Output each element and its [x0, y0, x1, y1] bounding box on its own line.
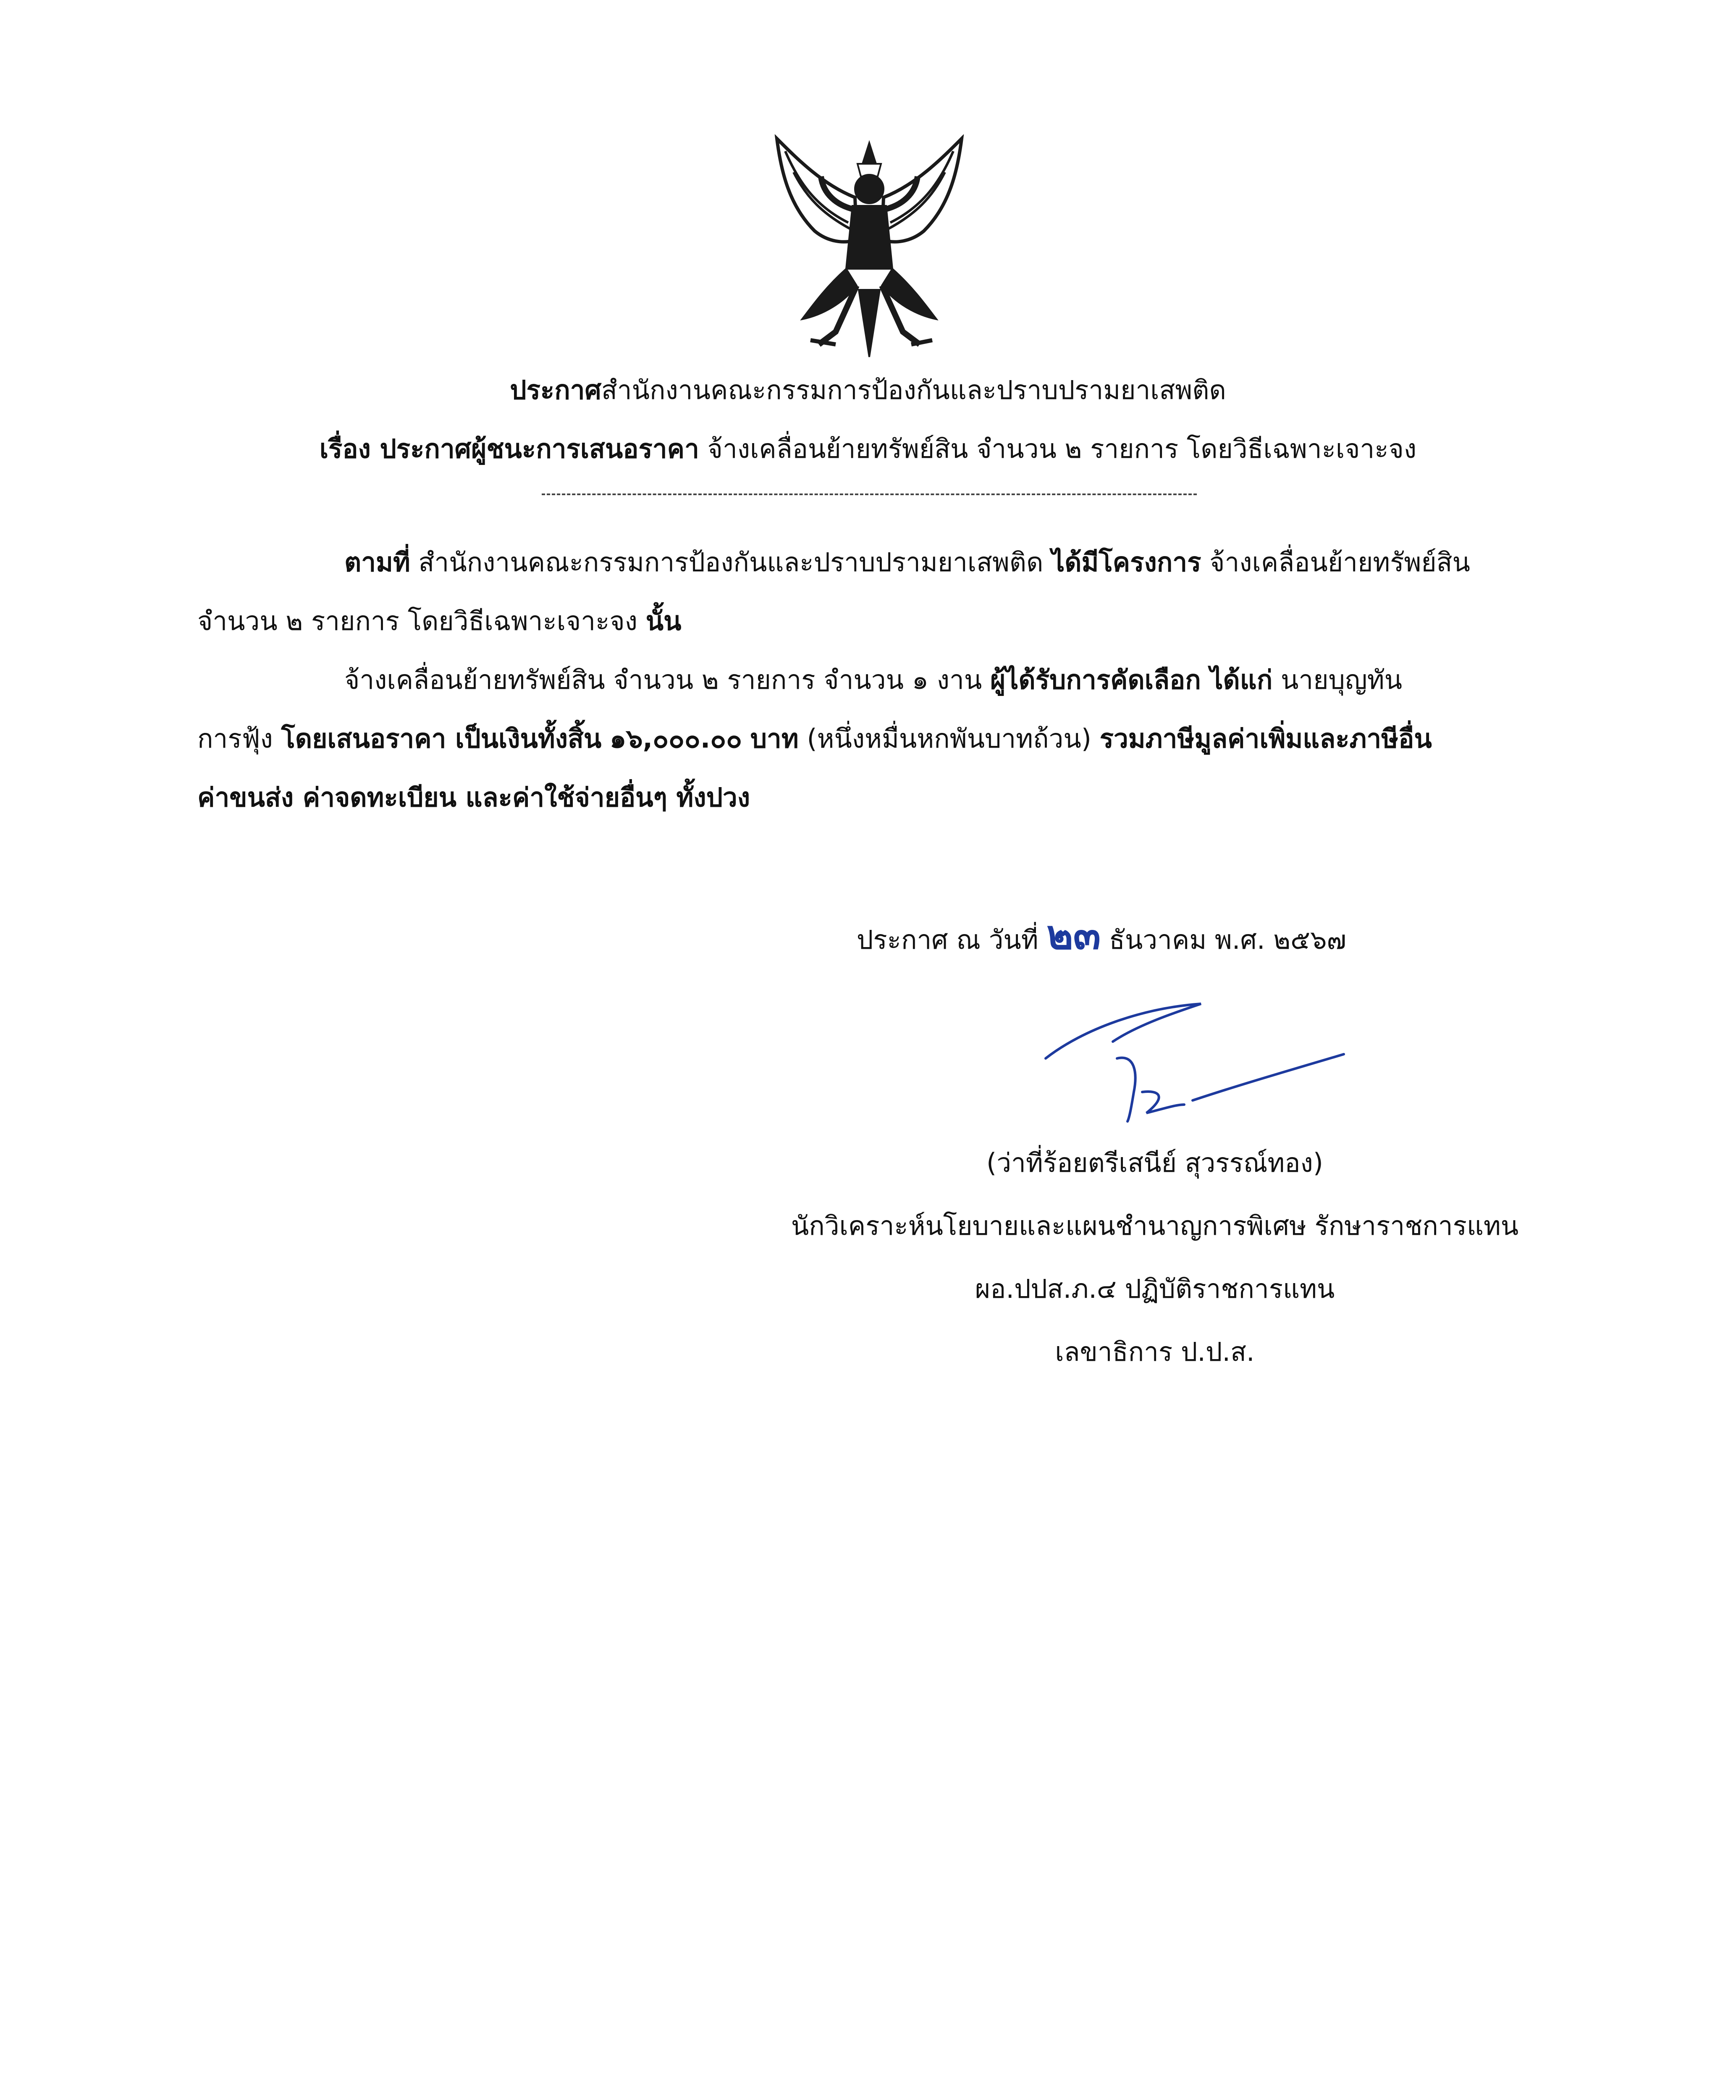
- paragraph-2-line-2: [197, 718, 1432, 759]
- subject-text: จ้างเคลื่อนย้ายทรัพย์สิน จำนวน ๒ รายการ โดยวิธีเฉพาะเจาะจง: [707, 433, 1417, 464]
- p1-agency: สำนักงานคณะกรรมการป้องกันและปราบปรามยาเสพติด: [418, 547, 1044, 578]
- p2-currency: บาท: [750, 723, 799, 754]
- signer-name: (ว่าที่ร้อยตรีเสนีย์ สุวรรณ์ทอง): [986, 1147, 1323, 1178]
- p2-winner-name: นายบุญทัน: [1281, 664, 1402, 695]
- p2-price-words: (หนึ่งหมื่นหกพันบาทถ้วน): [807, 723, 1091, 754]
- p2-selected-label: ผู้ได้รับการคัดเลือก ได้แก่: [990, 664, 1273, 695]
- announcement-subject: [0, 428, 1736, 470]
- announcement-title: [0, 370, 1736, 411]
- p1-project-detail: จำนวน ๒ รายการ โดยวิธีเฉพาะเจาะจง: [197, 606, 638, 636]
- paragraph-2-line-3: [197, 777, 750, 818]
- p2-price-label: โดยเสนอราคา เป็นเงินทั้งสิ้น: [281, 723, 602, 754]
- p2-job: จ้างเคลื่อนย้ายทรัพย์สิน จำนวน ๒ รายการ จำนวน ๑ งาน: [344, 664, 982, 695]
- p2-tax-note: รวมภาษีมูลค่าเพิ่มและภาษีอื่น: [1099, 723, 1432, 754]
- subject-bold: เรื่อง ประกาศผู้ชนะการเสนอราคา: [319, 433, 699, 464]
- date-month-year: ธันวาคม พ.ศ. ๒๕๖๗: [1109, 924, 1347, 955]
- date-day-handwritten: ๒๓: [1046, 911, 1101, 958]
- p1-lead: ตามที่: [344, 547, 410, 578]
- announcement-date: [857, 903, 1346, 967]
- title-bold: ประกาศ: [510, 375, 601, 405]
- signer-position-3: เลขาธิการ ป.ป.ส.: [1055, 1336, 1255, 1367]
- paragraph-1-line-2: [197, 601, 682, 642]
- p2-price-amount: ๑๖,๐๐๐.๐๐: [609, 723, 742, 754]
- p2-costs-note: ค่าขนส่ง ค่าจดทะเบียน และค่าใช้จ่ายอื่นๆ ทั้งปวง: [197, 782, 750, 813]
- signer-position-1: นักวิเคราะห์นโยบายและแผนชำนาญการพิเศษ รักษาราชการแทน: [791, 1210, 1519, 1241]
- signer-position-2: ผอ.ปปส.ภ.๔ ปฏิบัติราชการแทน: [975, 1273, 1335, 1304]
- paragraph-2-line-1: [344, 659, 1402, 701]
- p1-end: นั้น: [645, 606, 682, 636]
- handwritten-signature: [1033, 995, 1361, 1134]
- date-prefix: ประกาศ ณ วันที่: [857, 924, 1038, 955]
- separator-line: [542, 494, 1197, 495]
- garuda-emblem-icon: [752, 134, 987, 370]
- p1-project-label: ได้มีโครงการ: [1052, 547, 1201, 578]
- p1-project-name: จ้างเคลื่อนย้ายทรัพย์สิน: [1209, 547, 1470, 578]
- p2-winner-surname: การฟุ้ง: [197, 723, 273, 754]
- paragraph-1-line-1: [344, 542, 1470, 583]
- title-agency: สำนักงานคณะกรรมการป้องกันและปราบปรามยาเสพติด: [601, 375, 1226, 405]
